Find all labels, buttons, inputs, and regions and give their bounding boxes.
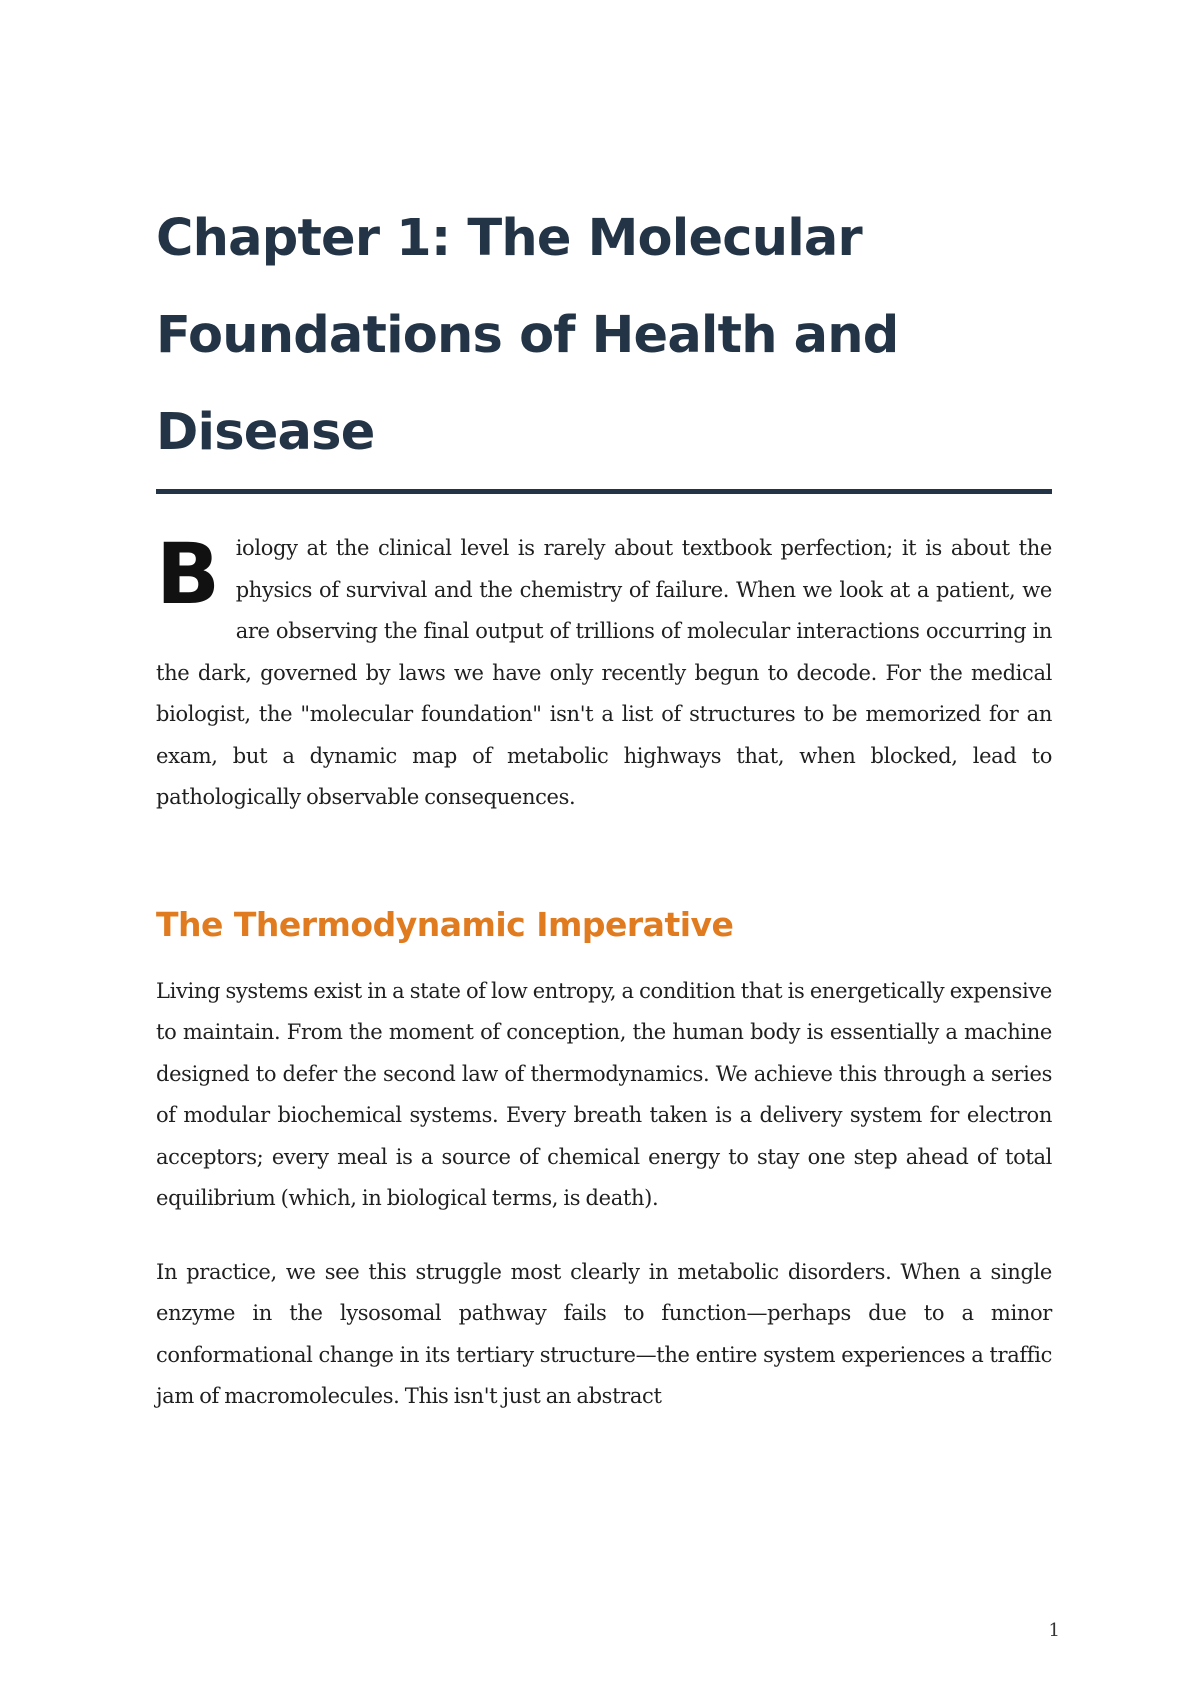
page-number: 1 bbox=[1048, 1620, 1060, 1641]
intro-text: iology at the clinical level is rarely about textbook perfection; it is about the physics of survival and the chemistry of failure. When we look at a patient, we are observing the final output of trillions of molecular interactions occurring in the dark, governed by laws we have only recently begun to decode. For the medical biologist, the "molecular foundation" isn't a list of structures to be memorized for an exam, but a dynamic map of metabolic highways that, when blocked, lead to pathologically observable consequences. bbox=[156, 536, 1052, 809]
drop-cap: B bbox=[156, 525, 220, 623]
chapter-title: Chapter 1: The Molecular Foundations of Health and Disease bbox=[156, 209, 899, 462]
section-heading: The Thermodynamic Imperative bbox=[156, 904, 734, 944]
title-divider bbox=[156, 489, 1052, 494]
section-paragraph-2: In practice, we see this struggle most clearly in metabolic disorders. When a single enzyme in the lysosomal pathway fails to function—perhaps due to a minor conformational change in its tertiary structure—the entire system experiences a traffic jam of macromolecules. This isn't just an abstract bbox=[156, 1259, 1052, 1408]
intro-paragraph bbox=[156, 525, 1052, 819]
section-paragraph-1: Living systems exist in a state of low entropy, a condition that is energetically expensive to maintain. From the moment of conception, the human body is essentially a machine designed to defer the second law of thermodynamics. We achieve this through a series of modular biochemical systems. Every breath taken is a delivery system for electron acceptors; every meal is a source of chemical energy to stay one step ahead of total equilibrium (which, in biological terms, is death). bbox=[156, 978, 1052, 1210]
page-content bbox=[156, 190, 1052, 1418]
